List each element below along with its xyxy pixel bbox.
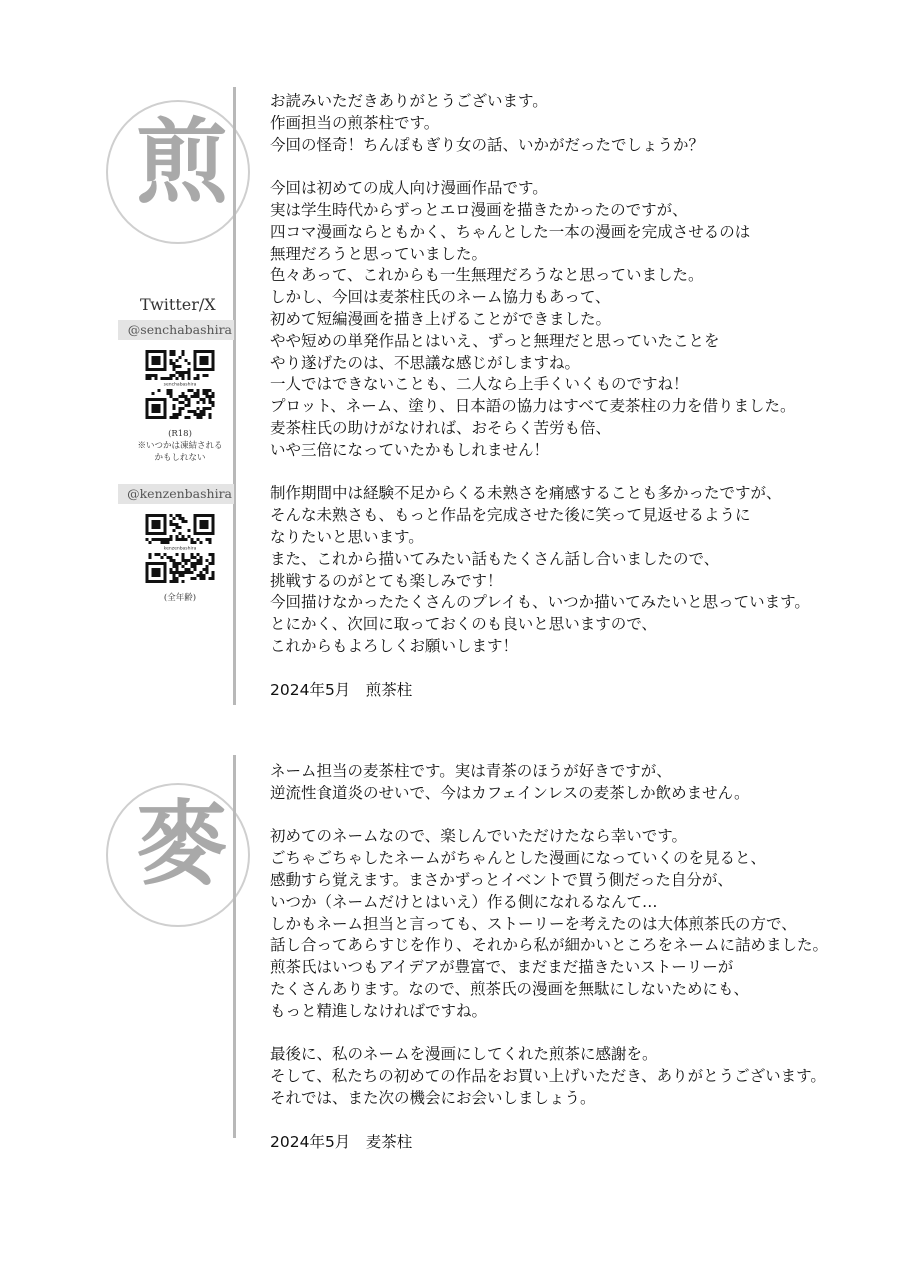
text-line: いつか（ネームだけとはいえ）作る側になれるなんて… [270, 892, 658, 911]
paragraph-gap [270, 658, 810, 680]
text-line: ごちゃごちゃしたネームがちゃんとした漫画になっていくのを見ると、 [270, 849, 767, 868]
qr-note-line: (R18) [168, 429, 192, 439]
text-line: 逆流性食道炎のせいで、今はカフェインレスの麦茶しか飲めません。 [270, 783, 750, 802]
text-line: これからもよろしくお願いします！ [270, 636, 519, 655]
text-line: ネーム担当の麦茶柱です。実は青茶のほうが好きですが、 [270, 762, 672, 780]
text-line: なりたいと思います。 [270, 527, 424, 546]
handle-senchabashira[interactable]: @senchabashira [118, 320, 234, 340]
text-line: 最後に、私のネームを漫画にしてくれた煎茶に感謝を。 [270, 1045, 658, 1064]
qr-note-kenzenbashira [120, 592, 240, 604]
qr-note-line: かもしれない [154, 453, 206, 463]
text-line: やり遂げたのは、不思議な感じがしますね。 [270, 353, 581, 372]
text-line: 話し合ってあらすじを作り、それから私が細かいところをネームに詰めました。 [270, 936, 829, 955]
text-line: そして、私たちの初めての作品をお買い上げいただき、ありがとうございます。 [270, 1067, 826, 1086]
text-line: 初めて短編漫画を描き上げることができました。 [270, 309, 612, 328]
divider-line-bottom [233, 755, 236, 1138]
afterword-mugicha [270, 761, 828, 1153]
text-line: 感動すら覚えます。まさかずっとイベントで買う側だった自分が、 [270, 870, 733, 889]
text-line: 無理だろうと思っていました。 [270, 244, 488, 263]
qr-note-line: ※いつかは凍結される [137, 441, 223, 451]
text-line: 今回の怪奇！ちんぽもぎり女の話、いかがだったでしょうか？ [270, 135, 705, 154]
text-line: 一人ではできないことも、二人なら上手くいくものですね！ [270, 375, 689, 394]
text-line: しかし、今回は麦茶柱氏のネーム協力もあって、 [270, 288, 611, 307]
afterword-sencha [270, 91, 810, 701]
paragraph-gap [270, 462, 810, 484]
text-line: 色々あって、これからも一生無理だろうなと思っていました。 [270, 266, 704, 285]
text-line: 煎茶氏はいつもアイデアが豊富で、まだまだ描きたいストーリーが [270, 958, 734, 977]
text-line: 初めてのネームなので、楽しんでいただけたなら幸いです。 [270, 827, 687, 846]
text-line: 作画担当の煎茶柱です。 [270, 113, 440, 132]
qr-code-icon [143, 348, 217, 424]
text-line: 挑戦するのがとても楽しみです！ [270, 571, 503, 590]
handle-kenzenbashira[interactable]: @kenzenbashira [118, 484, 234, 504]
text-line: もっと精進しなければですね。 [270, 1001, 488, 1020]
divider-line-top [233, 87, 236, 705]
text-line: 2024年5月 麦茶柱 [270, 1132, 413, 1151]
qr-caption: kenzenbashira [163, 546, 197, 552]
sns-title: Twitter/X [140, 295, 216, 314]
qr-code-icon [143, 512, 217, 588]
paragraph-gap [270, 156, 810, 178]
text-line: それでは、また次の機会にお会いしましょう。 [270, 1088, 596, 1107]
qr-code-kenzenbashira[interactable] [143, 512, 217, 588]
qr-code-senchabashira[interactable] [143, 348, 217, 424]
text-line: やや短めの単発作品とはいえ、ずっと無理だと思っていたことを [270, 331, 720, 350]
paragraph-gap [270, 1023, 828, 1045]
text-line: プロット、ネーム、塗り、日本語の協力はすべて麦茶柱の力を借りました。 [270, 397, 796, 416]
text-line: そんな未熟さも、もっと作品を完成させた後に笑って見返せるように [270, 506, 751, 525]
text-line: 実は学生時代からずっとエロ漫画を描きたかったのですが、 [270, 200, 688, 219]
text-line: たくさんあります。なので、煎茶氏の漫画を無駄にしないためにも、 [270, 979, 749, 998]
paragraph-gap [270, 1110, 828, 1132]
text-line: 四コマ漫画ならともかく、ちゃんとした一本の漫画を完成させるのは [270, 222, 751, 241]
text-line: とにかく、次回に取っておくのも良いと思いますので、 [270, 615, 657, 634]
text-line: しかもネーム担当と言っても、ストーリーを考えたのは大体煎茶氏の方で、 [270, 914, 797, 933]
text-line: 2024年5月 煎茶柱 [270, 680, 413, 699]
text-line: 制作期間中は経験不足からくる未熟さを痛感することも多かったですが、 [270, 484, 782, 503]
kanji-bottom: 麥 [136, 790, 229, 898]
kanji-top: 煎 [136, 108, 229, 216]
text-line: お読みいただきありがとうございます。 [270, 92, 548, 110]
qr-note-line: (全年齢) [163, 593, 197, 603]
text-line: いや三倍になっていたかもしれません！ [270, 440, 550, 459]
text-line: また、これから描いてみたい話もたくさん話し合いましたので、 [270, 549, 720, 568]
text-line: 今回描けなかったたくさんのプレイも、いつか描いてみたいと思っています。 [270, 593, 810, 612]
text-line: 今回は初めての成人向け漫画作品です。 [270, 179, 548, 198]
qr-note-senchabashira [120, 428, 240, 464]
qr-caption: senchabashira [163, 382, 197, 388]
paragraph-gap [270, 805, 828, 827]
text-line: 麦茶柱氏の助けがなければ、おそらく苦労も倍、 [270, 418, 612, 437]
